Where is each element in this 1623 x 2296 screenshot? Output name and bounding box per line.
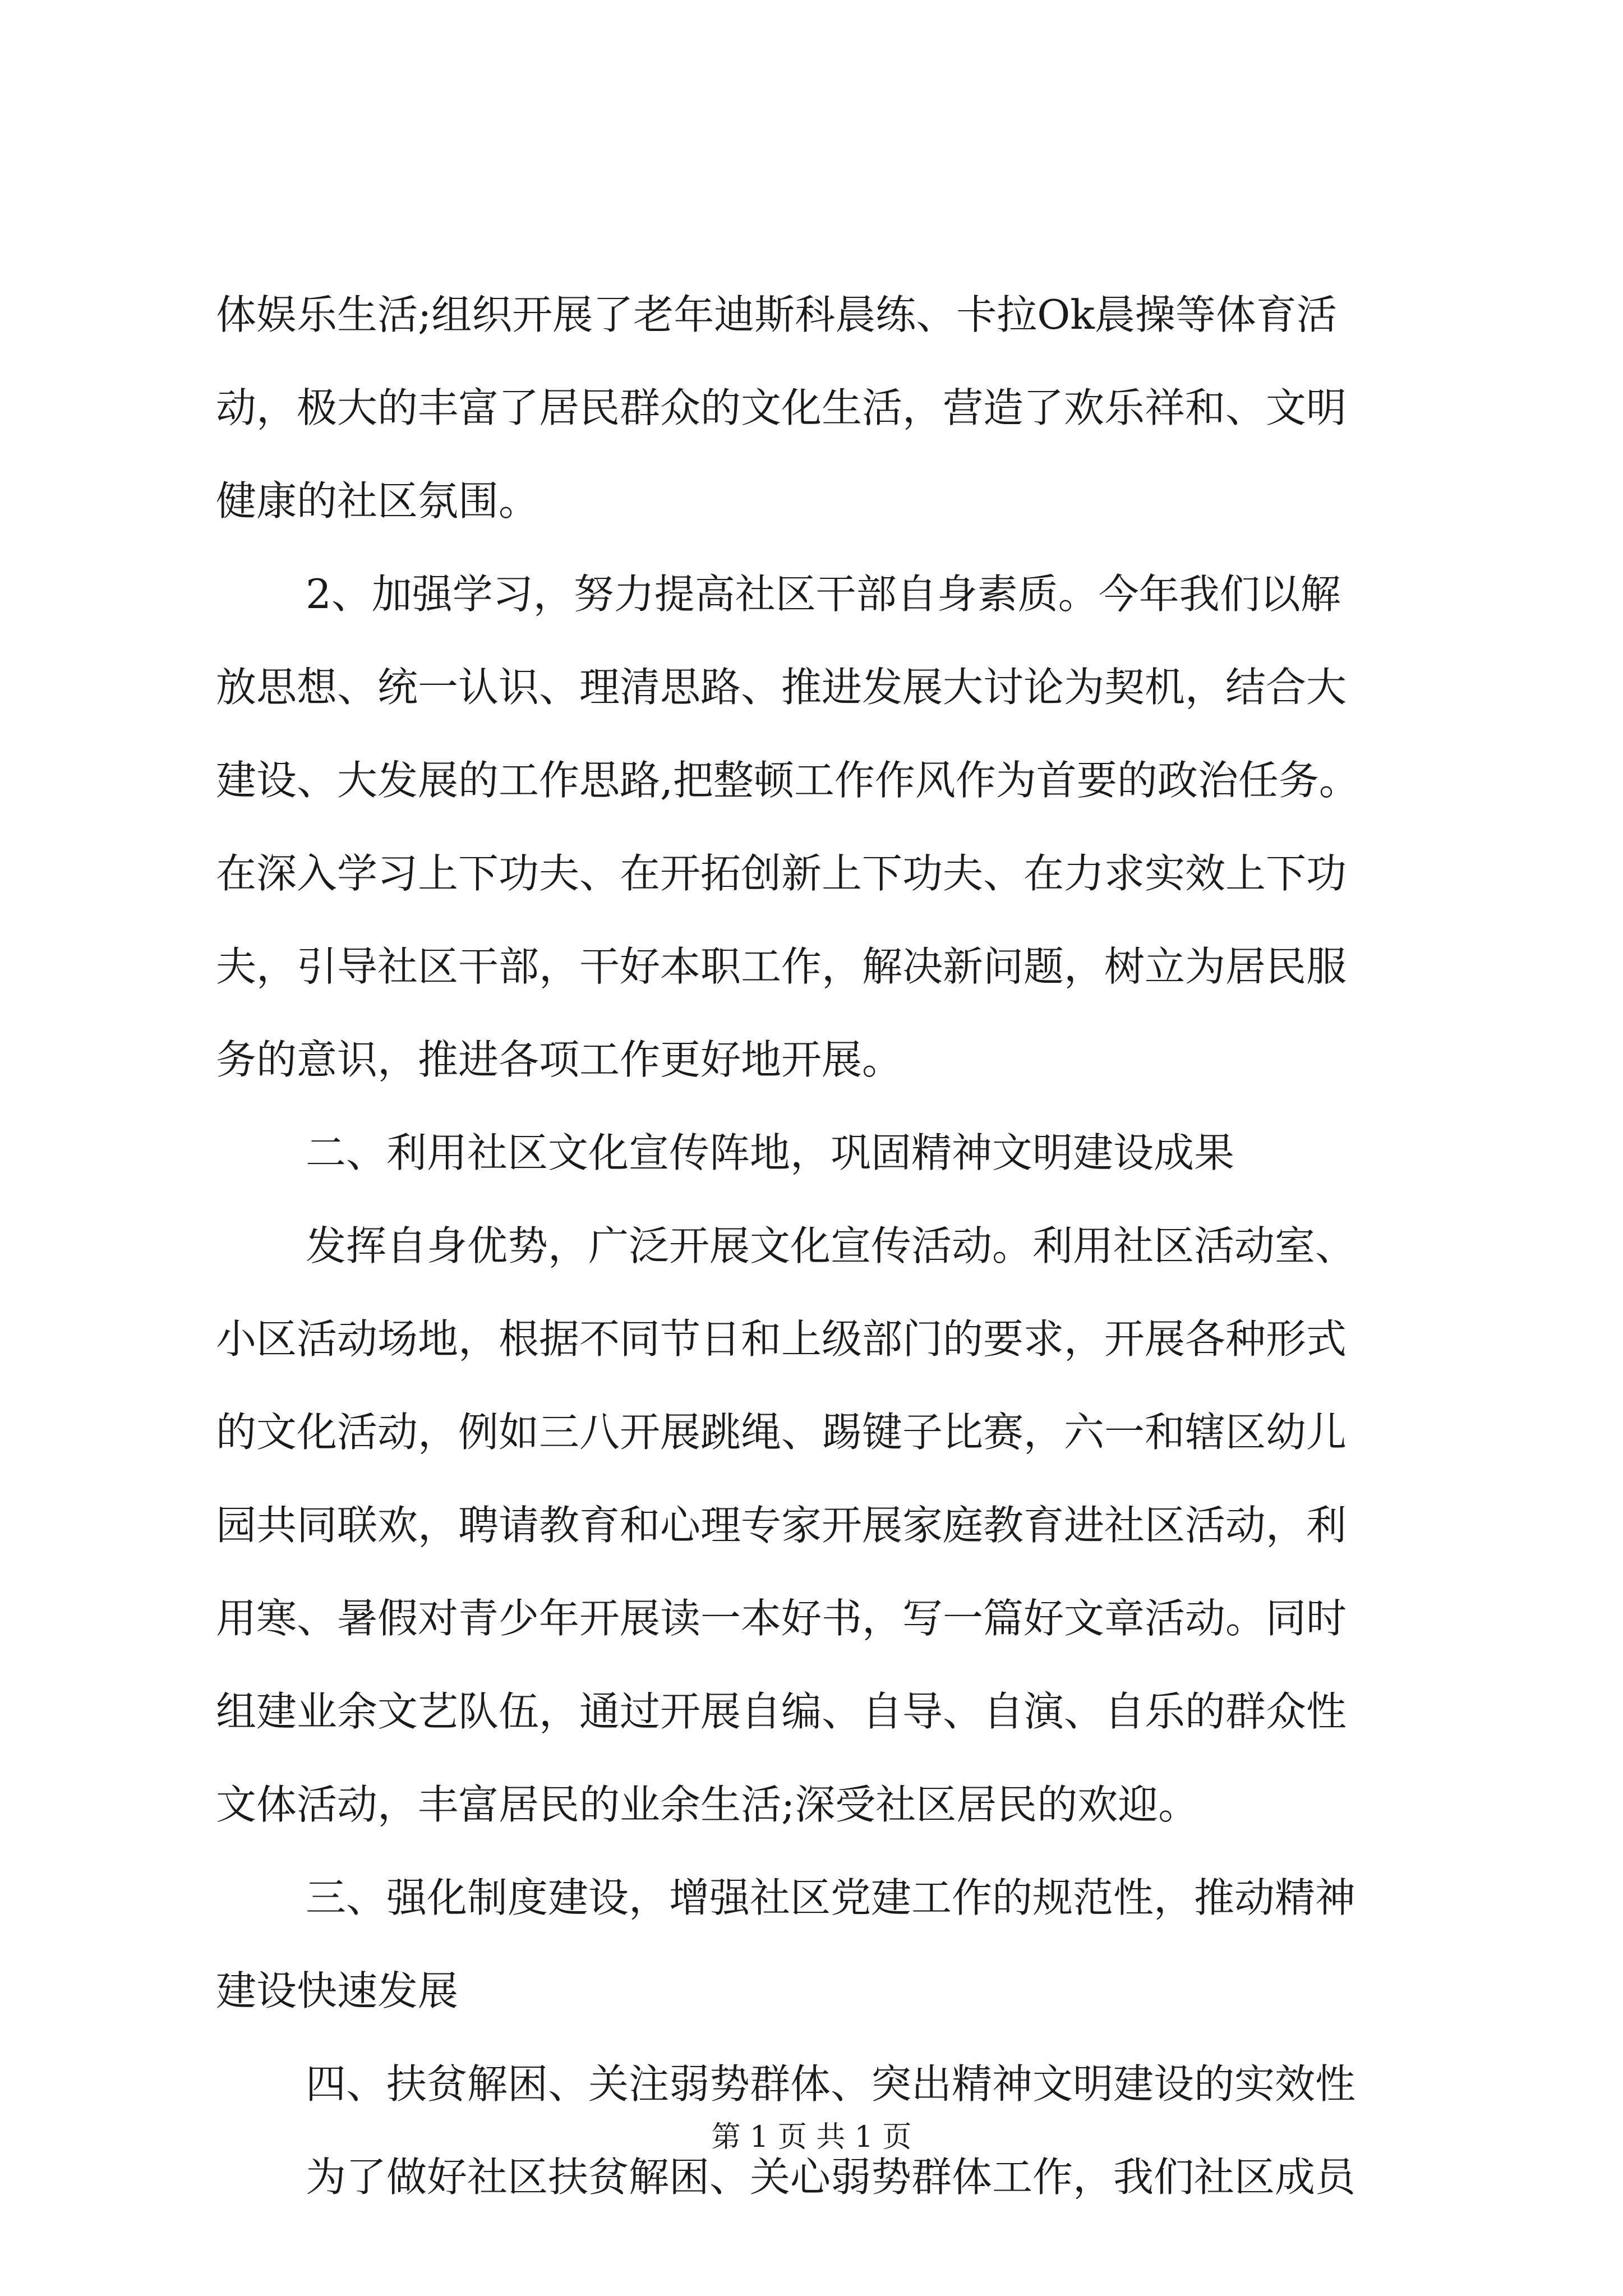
page-footer: 第 1 页 共 1 页	[711, 2120, 912, 2154]
text-line: 园共同联欢，聘请教育和心理专家开展家庭教育进社区活动，利	[216, 1502, 1347, 1549]
text-line: 健康的社区氛围。	[216, 477, 540, 524]
section-heading-continuation: 建设快速发展	[216, 1967, 459, 2014]
text-line: 用寒、暑假对青少年开展读一本好书，写一篇好文章活动。同时	[216, 1595, 1347, 1642]
text-line: 组建业余文艺队伍，通过开展自编、自导、自演、自乐的群众性	[216, 1688, 1347, 1735]
paragraph-start-line: 为了做好社区扶贫解困、关心弱势群体工作，我们社区成员	[306, 2154, 1356, 2201]
text-line: 放思想、统一认识、理清思路、推进发展大讨论为契机，结合大	[216, 664, 1347, 711]
text-line: 务的意识，推进各项工作更好地开展。	[216, 1036, 903, 1083]
section-heading: 四、扶贫解困、关注弱势群体、突出精神文明建设的实效性	[306, 2060, 1356, 2108]
text-line: 小区活动场地，根据不同节日和上级部门的要求，开展各种形式	[216, 1315, 1347, 1363]
text-line: 在深入学习上下功夫、在开拓创新上下功夫、在力求实效上下功	[216, 850, 1347, 897]
text-line: 动，极大的丰富了居民群众的文化生活，营造了欢乐祥和、文明	[216, 384, 1347, 431]
document-body	[216, 268, 1427, 2224]
text-line: 文体活动，丰富居民的业余生活;深受社区居民的欢迎。	[216, 1781, 1199, 1828]
paragraph-start-line: 发挥自身优势，广泛开展文化宣传活动。利用社区活动室、	[306, 1222, 1356, 1269]
text-line: 夫，引导社区干部，干好本职工作，解决新问题，树立为居民服	[216, 943, 1347, 990]
text-line: 的文化活动，例如三八开展跳绳、踢键子比赛，六一和辖区幼儿	[216, 1409, 1347, 1456]
section-heading: 二、利用社区文化宣传阵地，巩固精神文明建设成果	[306, 1129, 1235, 1176]
section-heading: 三、强化制度建设，增强社区党建工作的规范性，推动精神	[306, 1874, 1356, 1921]
paragraph-start-line: 2、加强学习，努力提高社区干部自身素质。今年我们以解	[306, 570, 1341, 618]
text-line: 体娱乐生活;组织开展了老年迪斯科晨练、卡拉Ok晨操等体育活	[216, 291, 1337, 338]
text-line: 建设、大发展的工作思路,把整顿工作作风作为首要的政治任务。	[216, 757, 1359, 804]
